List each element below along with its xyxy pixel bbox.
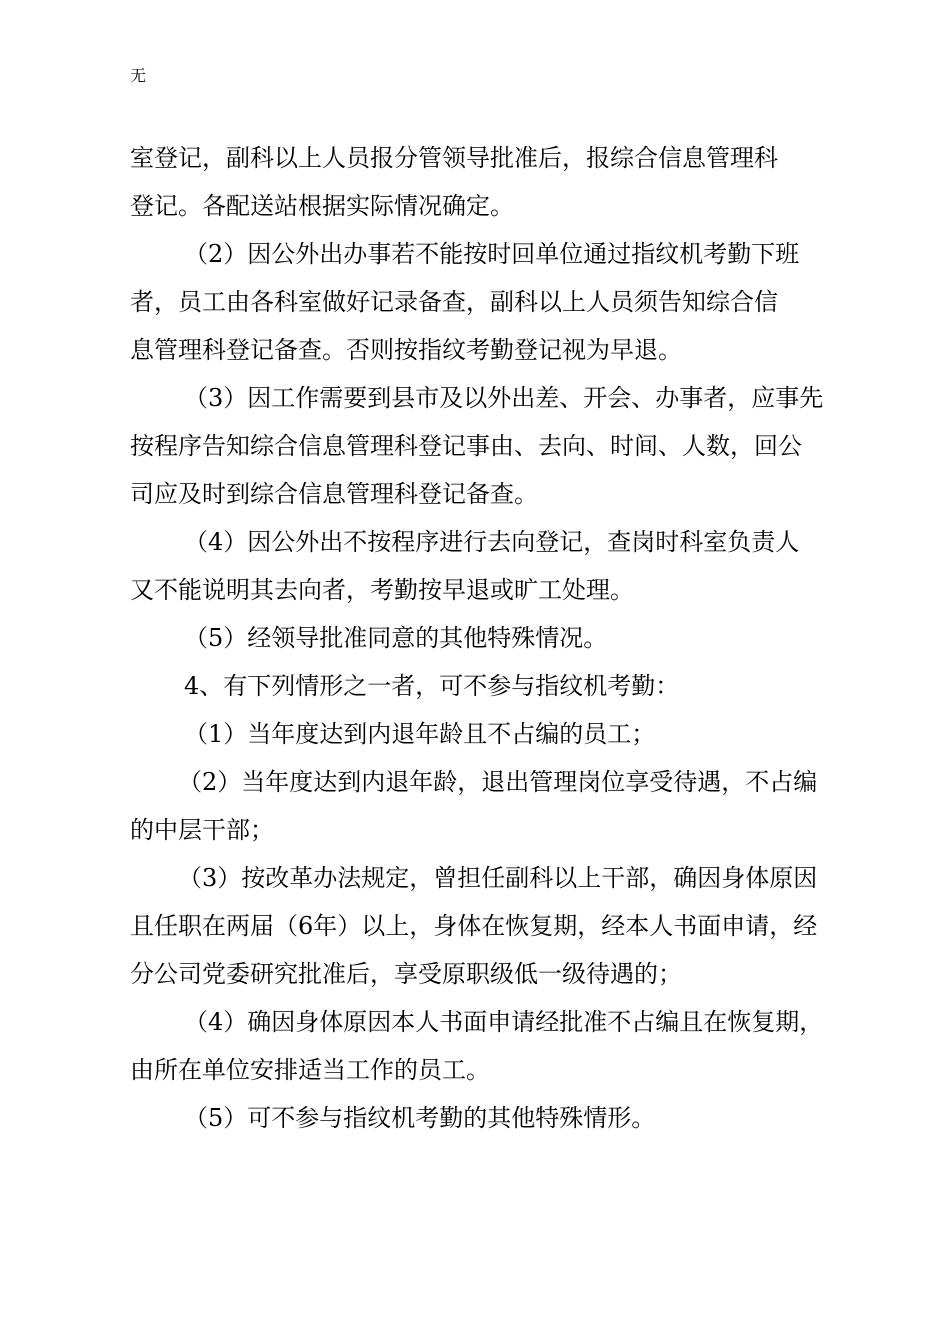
document-body	[130, 134, 830, 1142]
header-mark: 无	[130, 66, 147, 85]
text-line: 按程序告知综合信息管理科登记事由、去向、时间、人数，回公	[130, 432, 802, 460]
text-line: 室登记，副科以上人员报分管领导批准后，报综合信息管理科	[130, 144, 778, 172]
text-line: 者，员工由各科室做好记录备查，副科以上人员须告知综合信	[130, 288, 778, 316]
text-line: 息管理科登记备查。否则按指纹考勤登记视为早退。	[130, 336, 682, 364]
text-line: 登记。各配送站根据实际情况确定。	[130, 192, 514, 220]
text-line: 司应及时到综合信息管理科登记备查。	[130, 480, 538, 508]
text-line: （1）当年度达到内退年龄且不占编的员工；	[184, 720, 656, 748]
text-line: 且任职在两届（6年）以上，身体在恢复期，经本人书面申请，经	[130, 912, 818, 940]
text-line: （5）可不参与指纹机考勤的其他特殊情形。	[184, 1104, 656, 1132]
text-line: 4、有下列情形之一者，可不参与指纹机考勤：	[184, 672, 680, 700]
text-line: （3）因工作需要到县市及以外出差、开会、办事者，应事先	[184, 384, 824, 412]
text-line: 的中层干部；	[130, 816, 274, 844]
text-line: （4）因公外出不按程序进行去向登记，查岗时科室负责人	[184, 528, 800, 556]
text-line: 分公司党委研究批准后，享受原职级低一级待遇的；	[130, 960, 682, 988]
text-line: （2）当年度达到内退年龄，退出管理岗位享受待遇，不占编	[178, 768, 818, 796]
text-line: 又不能说明其去向者，考勤按早退或旷工处理。	[130, 576, 634, 604]
text-line: （4）确因身体原因本人书面申请经批准不占编且在恢复期，	[184, 1008, 824, 1036]
text-line: （3）按改革办法规定，曾担任副科以上干部，确因身体原因	[178, 864, 818, 892]
text-line: （5）经领导批准同意的其他特殊情况。	[184, 624, 608, 652]
text-line: 由所在单位安排适当工作的员工。	[130, 1056, 490, 1084]
text-line: （2）因公外出办事若不能按时回单位通过指纹机考勤下班	[184, 240, 800, 268]
